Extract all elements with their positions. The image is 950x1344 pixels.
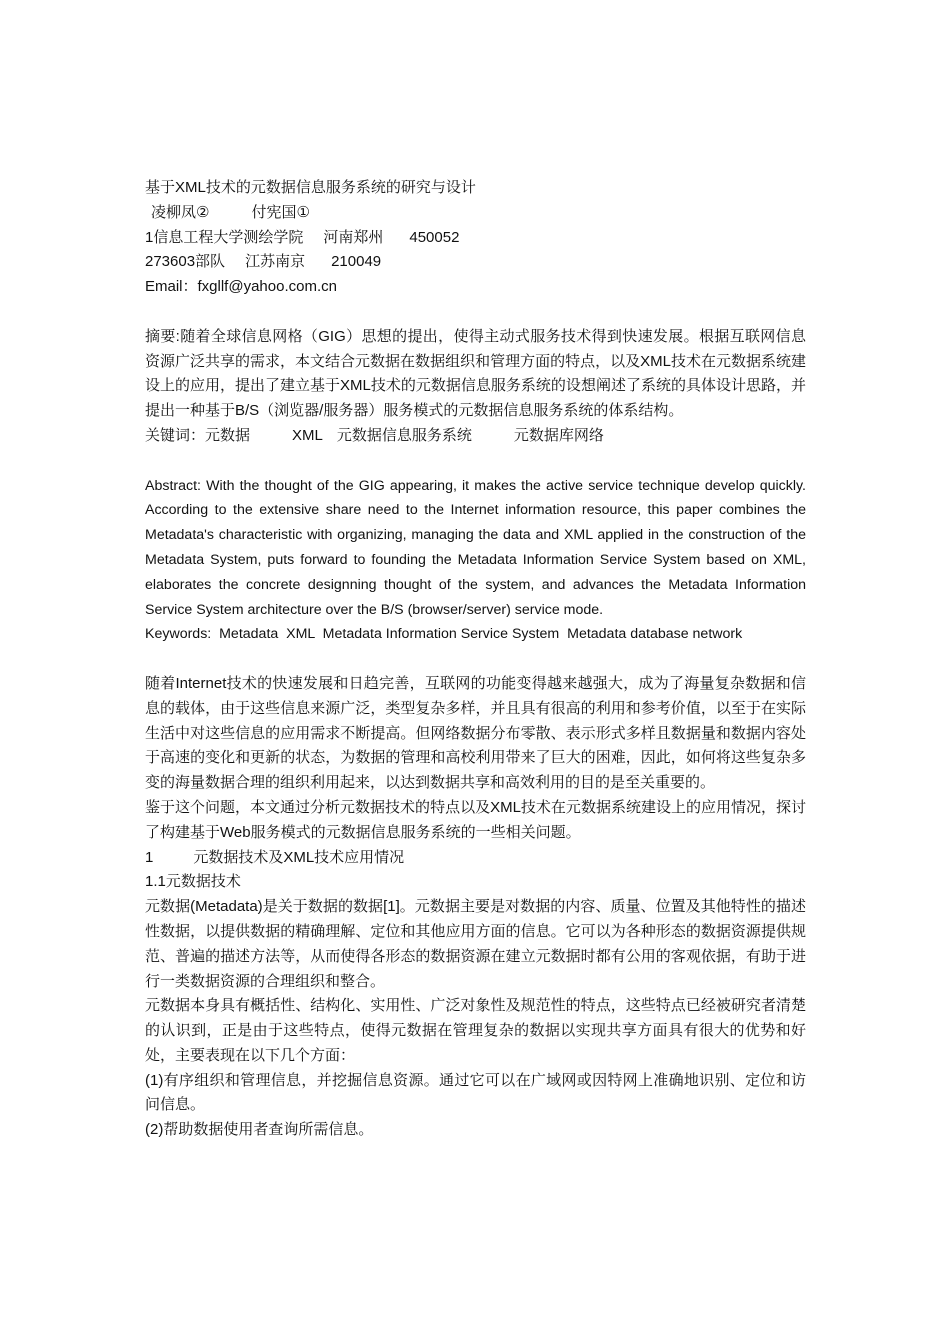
email-line: Email：fxgllf@yahoo.com.cn [145,278,337,296]
body-paragraph-3: 元数据(Metadata)是关于数据的数据[1]。元数据主要是对数据的内容、质量、位置及其他特性的描述性数据，以提供数据的精确理解、定位和其他应用方面的信息。它可以为各种形态的数据资源提供规范、普遍的描述方法等，从而使得各形态的数据资源在建立元数据时都有公用的客观依据，有助于进行一类数据资源的合理组织和整合。 [145,898,806,990]
section-heading-1-text: 元数据技术及XML技术应用情况 [193,848,405,866]
keyword-metadata-service: 元数据信息服务系统 [336,426,472,444]
section-heading-1-1: 1.1元数据技术 [145,873,241,891]
keywords-cn-label: 关键词：元数据 [145,426,251,444]
body-paragraph-5: (1)有序组织和管理信息，并挖掘信息资源。通过它可以在广域网或因特网上准确地识别、定位和访问信息。 [145,1071,806,1114]
abstract-cn: 摘要:随着全球信息网格（GIG）思想的提出，使得主动式服务技术得到快速发展。根据互联网信息资源广泛共享的需求，本文结合元数据在数据组织和管理方面的特点，以及XML技术在元数据系统建设上的应用，提出了建立基于XML技术的元数据信息服务系统的设想阐述了系统的具体设计思路，并提出一种基于B/S（浏览器/服务器）服务模式的元数据信息服务系统的体系结构。 [145,327,806,420]
author-line [145,201,806,226]
author-2: 付宪国① [251,203,310,221]
section-heading-1-number: 1 [145,848,154,866]
affiliation-2-postcode: 210049 [331,253,382,271]
abstract-en: Abstract: With the thought of the GIG appearing, it makes the active service technique develop quickly. According to the extensive share need to the Internet information resource, this paper combines the Metadata's characteristic with organizing, managing the data and XML applied in the construction of the Metadata System, puts forward to founding the Metadata Information Service System based on XML, elaborates the concrete designning thought of the system, and advances the Metadata Information Service System architecture over the B/S (browser/server) service mode. [145,477,806,618]
section-heading-1 [145,846,806,871]
keywords-en: Keywords: Metadata XML Metadata Information Service System Metadata database network [145,626,743,643]
affiliation-1-postcode: 450052 [409,228,460,246]
body-paragraph-2: 鉴于这个问题，本文通过分析元数据技术的特点以及XML技术在元数据系统建设上的应用情况，探讨了构建基于Web服务模式的元数据信息服务系统的一些相关问题。 [145,798,806,841]
spacer [145,300,806,325]
keywords-cn [145,424,806,449]
affiliation-2-city: 江苏南京 [245,253,306,271]
affiliation-2-org: 273603部队 [145,253,226,271]
author-1: 凌柳凤② [151,203,210,221]
affiliation-1-city: 河南郑州 [323,228,384,246]
affiliation-1-org: 1信息工程大学测绘学院 [145,228,304,246]
document-body [145,176,806,1143]
spacer [145,449,806,474]
affiliation-1 [145,226,806,251]
affiliation-2 [145,250,806,275]
body-paragraph-6: (2)帮助数据使用者查询所需信息。 [145,1121,374,1139]
keyword-metadata-network: 元数据库网络 [513,426,604,444]
spacer [145,647,806,672]
keyword-xml: XML [292,426,323,444]
body-paragraph-1: 随着Internet技术的快速发展和日趋完善，互联网的功能变得越来越强大，成为了海量复杂数据和信息的载体，由于这些信息来源广泛，类型复杂多样，并且具有很高的利用和参考价值，以至于在实际生活中对这些信息的应用需求不断提高。但网络数据分布零散、表示形式多样且数据量和数据内容处于高速的变化和更新的状态，为数据的管理和高校利用带来了巨大的困难，因此，如何将这些复杂多变的海量数据合理的组织利用起来，以达到数据共享和高效利用的目的是至关重要的。 [145,674,806,792]
body-paragraph-4: 元数据本身具有概括性、结构化、实用性、广泛对象性及规范性的特点，这些特点已经被研究者清楚的认识到，正是由于这些特点，使得元数据在管理复杂的数据以实现共享方面具有很大的优势和好处，主要表现在以下几个方面： [145,997,806,1064]
paper-title: 基于XML技术的元数据信息服务系统的研究与设计 [145,179,476,196]
